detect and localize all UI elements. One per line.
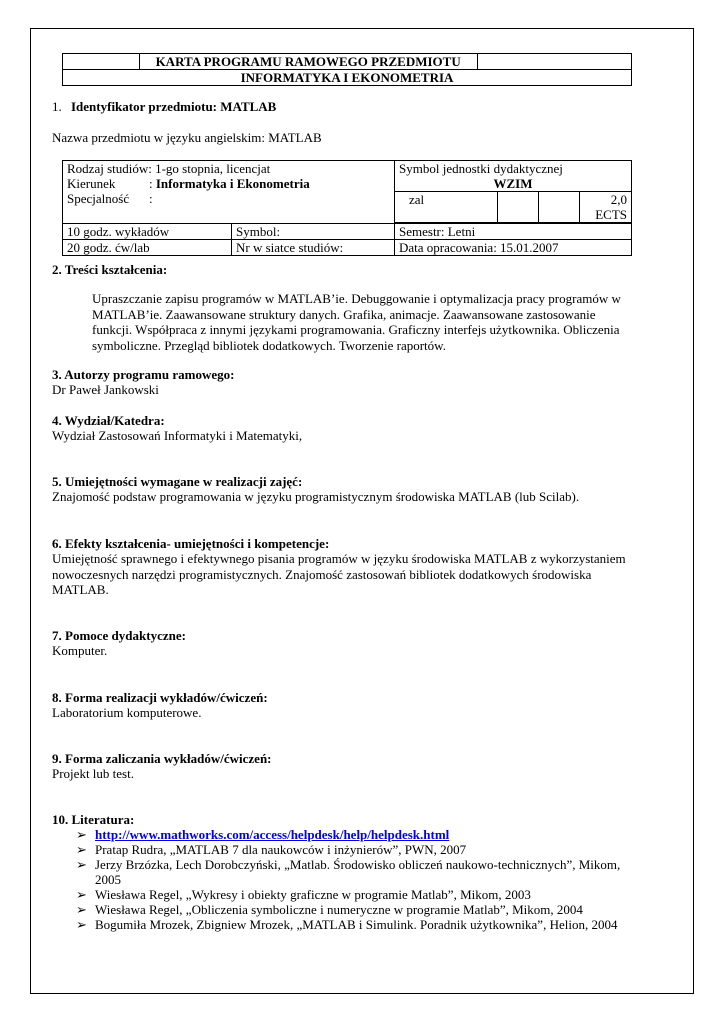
section-7-heading: 7. Pomoce dydaktyczne: [52,628,186,643]
symbol-unit-cell [395,161,632,192]
identifier-heading [52,99,276,114]
section-4-text: Wydział Zastosowań Informatyki i Matematyki, [52,428,303,443]
bullet-arrow-icon: ➢ [76,827,87,842]
symbol-cell: Symbol: [232,224,395,240]
literature-text: 2005 [95,872,121,887]
section-2-line: Upraszczanie zapisu programów w MATLAB’ie. Debuggowanie i optymalizacja pracy programów w [92,291,621,306]
literature-text: Wiesława Regel, „Obliczenia symboliczne i numeryczne w programie Matlab”, Mikom, 2004 [95,902,583,917]
header-title: KARTA PROGRAMU RAMOWEGO PRZEDMIOTU [139,54,477,70]
section-3-text: Dr Paweł Jankowski [52,382,159,397]
section-6-body [52,551,682,598]
section-8-text: Laboratorium komputerowe. [52,705,202,720]
empty-cell-2 [539,192,580,223]
identifier-number: 1. [52,99,62,114]
header-right-cell [477,54,631,70]
literature-text: Bogumiła Mrozek, Zbigniew Mrozek, „MATLAB i Simulink. Poradnik użytkownika”, Helion, 2004 [95,917,618,932]
kierunek-row [67,176,390,191]
literature-text: Pratap Rudra, „MATLAB 7 dla naukowców i inżynierów”, PWN, 2007 [95,842,467,857]
section-2-heading: 2. Treści kształcenia: [52,262,168,277]
section-9-heading: 9. Forma zaliczania wykładów/ćwiczeń: [52,751,272,766]
section-9-text: Projekt lub test. [52,766,134,781]
data-opracowania-cell: Data opracowania: 15.01.2007 [395,240,632,256]
kierunek-sep: : [149,176,153,191]
section-7-text: Komputer. [52,643,108,658]
identifier-label: Identyfikator przedmiotu: MATLAB [71,99,277,114]
section-2-line: funkcji. Współpraca z innymi językami programowania. Graficzny interfejs użytkownika. Obliczenia [92,322,620,337]
cwiczenia-cell: 20 godz. ćw/lab [63,240,232,256]
literature-text: Wiesława Regel, „Wykresy i obiekty graficzne w programie Matlab”, Mikom, 2003 [95,887,531,902]
literature-text: Jerzy Brzózka, Lech Dorobczyński, „Matlab. Środowisko obliczeń naukowo-technicznych”, Mikom, [95,857,621,872]
specjalnosc-row [67,191,390,206]
empty-cell-1 [498,192,539,223]
info-studies-cell [63,161,395,224]
bullet-arrow-icon: ➢ [76,857,87,872]
semestr-cell: Semestr: Letni [395,224,632,240]
ects-cell: 2,0 ECTS [580,192,632,223]
nr-siatce-cell: Nr w siatce studiów: [232,240,395,256]
section-2-line: MATLAB’ie. Zaawansowane struktury danych. Grafika, animacje. Zaawansowane zastosowanie [92,306,596,322]
zal-cell: zal [395,192,498,223]
section-5-text: Znajomość podstaw programowania w języku programistycznym środowiska MATLAB (lub Scilab). [52,489,580,504]
symbol-unit-value: WZIM [493,176,533,191]
specjalnosc-label: Specjalność [67,191,130,206]
section-2-line: symboliczne. Przegląd bibliotek dodatkowych. Tworzenie raportów. [92,337,446,353]
specjalnosc-sep: : [149,191,153,206]
bullet-arrow-icon: ➢ [76,887,87,902]
kierunek-label: Kierunek [67,176,116,191]
section-5-heading: 5. Umiejętności wymagane w realizacji zajęć: [52,474,303,489]
symbol-unit-label: Symbol jednostki dydaktycznej [399,161,563,176]
section-6-line: MATLAB. [52,582,109,597]
bullet-arrow-icon: ➢ [76,842,87,857]
info-table [62,160,632,256]
rodzaj-studiow: Rodzaj studiów: 1-go stopnia, licencjat [67,161,271,176]
section-6-heading: 6. Efekty kształcenia- umiejętności i kompetencje: [52,536,330,551]
bullet-arrow-icon: ➢ [76,902,87,917]
mathworks-link[interactable]: http://www.mathworks.com/access/helpdesk/help/helpdesk.html [95,827,450,842]
kierunek-value: Informatyka i Ekonometria [155,176,310,191]
english-name: Nazwa przedmiotu w języku angielskim: MATLAB [52,130,322,145]
header-table [62,53,632,86]
section-10-heading: 10. Literatura: [52,812,135,827]
section-2-body [92,291,672,353]
section-6-line: Umiejętność sprawnego i efektywnego pisania programów w języku środowiska MATLAB z wykorzystaniem [52,551,626,566]
header-left-cell [63,54,140,70]
section-3-heading: 3. Autorzy programu ramowego: [52,367,235,382]
section-4-heading: 4. Wydział/Katedra: [52,413,165,428]
header-subtitle: INFORMATYKA I EKONOMETRIA [63,70,632,86]
bullet-arrow-icon: ➢ [76,917,87,932]
section-6-line: nowoczesnych narzędzi programistycznych. Znajomość zastosowań bibliotek dodatkowych środowiska [52,566,592,582]
wyklady-cell: 10 godz. wykładów [63,224,232,240]
section-8-heading: 8. Forma realizacji wykładów/ćwiczeń: [52,690,268,705]
